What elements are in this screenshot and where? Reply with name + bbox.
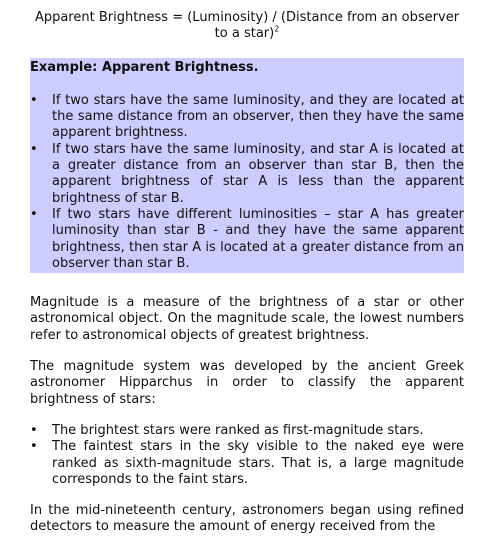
hipparchus-paragraph: The magnitude system was developed by the ancient Greek astronomer Hipparchus in order to classify the apparent brightness of stars: [30, 359, 464, 407]
list-item [30, 207, 464, 272]
list-item-text: The brightest stars were ranked as first-magnitude stars. [52, 422, 424, 438]
list-item-text: If two stars have different luminosities – star A has greater luminosity than star B - and they have the same apparent brightness, then star A is located at a greater distance from an observer than star B. [52, 206, 464, 271]
list-item [30, 439, 464, 488]
bullet-icon: • [30, 439, 38, 455]
bullet-icon: • [30, 206, 38, 222]
magnitude-intro-paragraph: Magnitude is a measure of the brightness of a star or other astronomical object. On the magnitude scale, the lowest numbers refer to astronomical objects of greatest brightness. [30, 295, 464, 343]
bullet-icon: • [30, 92, 38, 108]
list-item [30, 423, 464, 439]
nineteenth-century-paragraph: In the mid-nineteenth century, astronomers began using refined detectors to measure the amount of energy received from the [30, 503, 464, 535]
apparent-brightness-formula [30, 10, 464, 43]
magnitude-bullet-block [30, 423, 464, 488]
list-item-text: The faintest stars in the sky visible to the naked eye were ranked as sixth-magnitude stars. That is, a large magnitude corresponds to the faint stars. [52, 439, 464, 487]
list-item [30, 93, 464, 142]
example-bullet-list [30, 93, 464, 272]
example-box [30, 58, 464, 274]
bullet-icon: • [30, 422, 38, 438]
list-item-text: If two stars have the same luminosity, and they are located at the same distance from an observer, then they have the same apparent brightness. [52, 92, 464, 141]
list-item [30, 142, 464, 207]
bullet-icon: • [30, 141, 38, 157]
magnitude-bullet-list [30, 423, 464, 488]
document-page [30, 10, 464, 551]
example-title: Example: Apparent Brightness. [30, 59, 259, 75]
formula-text: Apparent Brightness = (Luminosity) / (Distance from an observer to a star) [34, 10, 460, 42]
list-item-text: If two stars have the same luminosity, and star A is located at a greater distance from an observer than star B, then the apparent brightness of star A is less than the apparent brightness of star B. [52, 141, 464, 206]
formula-exponent: 2 [274, 24, 280, 34]
